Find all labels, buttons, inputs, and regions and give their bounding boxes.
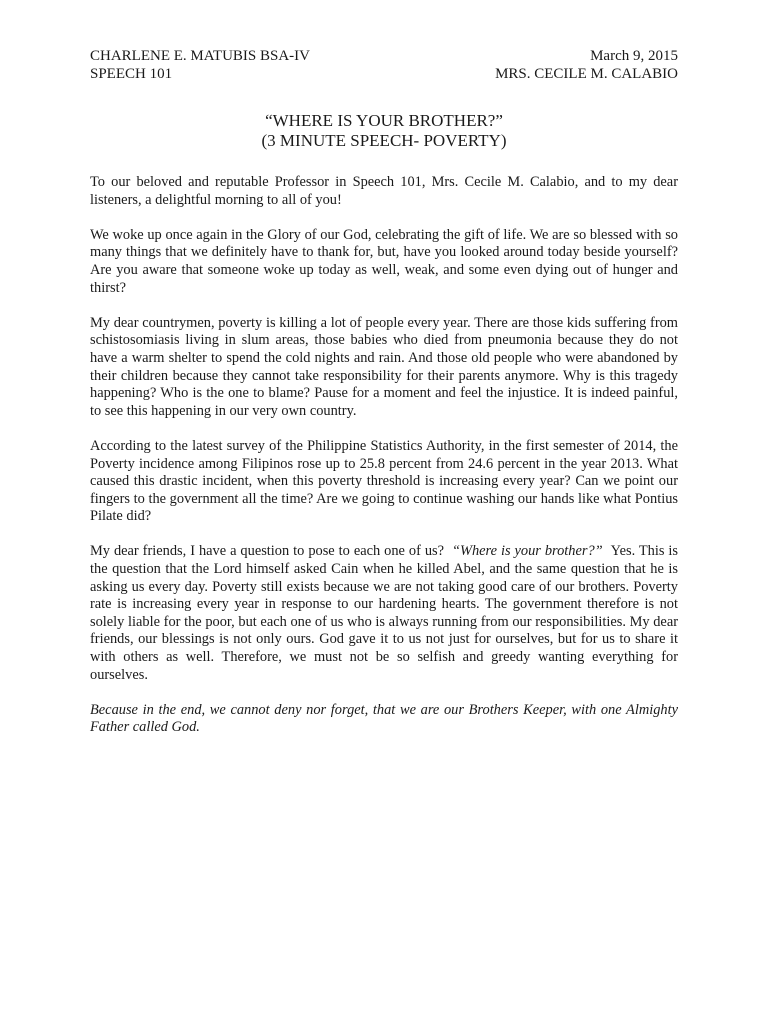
date: March 9, 2015 [590,48,678,64]
paragraph-countrymen: My dear countrymen, poverty is killing a lot of people every year. There are those kids suffering from schistosomiasis living in slum areas, those babies who died from pneumonia because they do not have a warm shelter to spend the cold nights and rain. And those old people who were abandoned by their children because they cannot take responsibility for their parents anymore. Why is this tragedy happening? Who is the one to blame? Pause for a moment and feel the injustice. It is indeed painful, to see this happening in our very own country. [90,314,678,419]
question-intro: My dear friends, I have a question to pose to each one of us? [90,543,445,560]
paragraph-greeting: To our beloved and reputable Professor in Speech 101, Mrs. Cecile M. Calabio, and to my dear listeners, a delightful morning to all of you! [90,174,678,208]
paragraph-survey: According to the latest survey of the Philippine Statistics Authority, in the first semester of 2014, the Poverty incidence among Filipinos rose up to 25.8 percent from 24.6 percent in the year 2013. What caused this drastic incident, when this poverty threshold is increasing every year? Can we point our fingers to the government all the time? Are we going to continue washing our hands like what Pontius Pilate did? [90,437,678,525]
course-name: SPEECH 101 [90,66,173,82]
title-block [90,111,678,151]
speech-title: “WHERE IS YOUR BROTHER?” [265,111,503,130]
paragraph-question [90,543,678,684]
author-line: CHARLENE E. MATUBIS BSA-IV [90,48,311,64]
speech-body [90,174,678,755]
paragraph-closing: Because in the end, we cannot deny nor forget, that we are our Brothers Keeper, with one Almighty Father called God. [90,701,678,736]
document-header [90,47,678,83]
question-quote: “Where is your brother?” [451,543,603,560]
speech-subtitle: (3 MINUTE SPEECH- POVERTY) [261,131,507,150]
header-row-1 [90,47,678,65]
instructor-name: MRS. CECILE M. CALABIO [495,66,678,82]
paragraph-glory: We woke up once again in the Glory of our God, celebrating the gift of life. We are so blessed with so many things that we definitely have to thank for, but, have you looked around today beside yourself? Are you aware that someone woke up today as well, weak, and some even dying out of hunger and thirst? [90,226,678,296]
question-explanation: Yes. This is the question that the Lord himself asked Cain when he killed Abel, and the same question that he is asking us every day. Poverty still exists because we are not taking good care of our brothers. Poverty rate is increasing every year in response to our hardening hearts. The government therefore is not solely liable for the poor, but each one of us who is always running from our responsibilities. My dear friends, our blessings is not only ours. God gave it to us not just for ourselves, but for us to share it with others as well. Therefore, we must not be so selfish and greedy wanting everything for ourselves. [90,543,679,683]
header-row-2 [90,65,678,83]
